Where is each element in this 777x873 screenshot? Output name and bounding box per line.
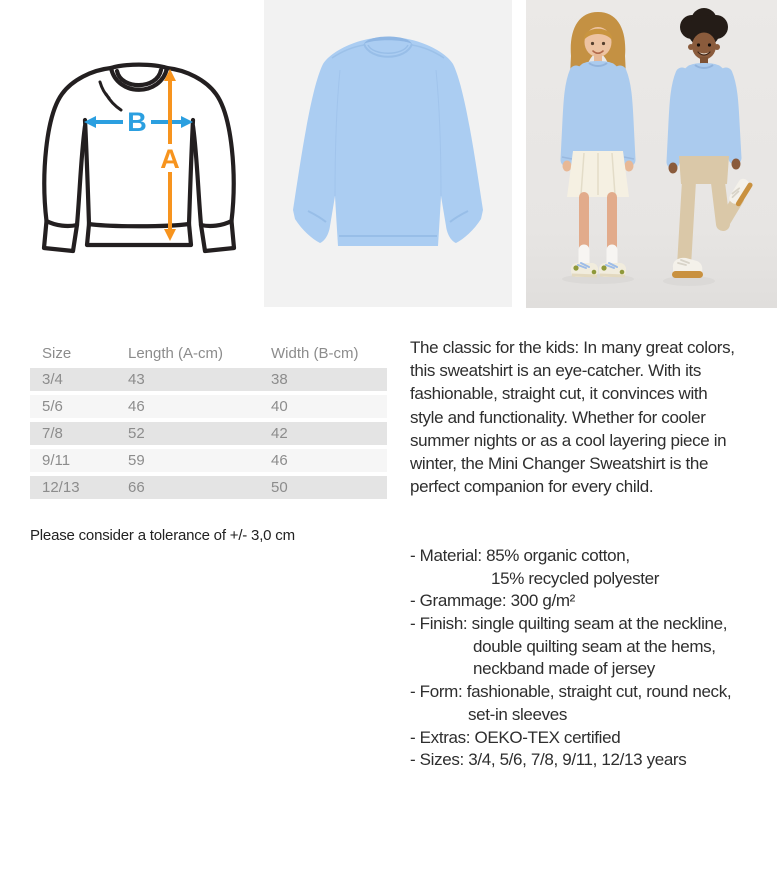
detail-line: - Material: 85% organic cotton, xyxy=(410,546,630,565)
detail-line: neckband made of jersey xyxy=(473,659,655,679)
table-row xyxy=(30,395,387,418)
cell-length: 52 xyxy=(128,425,145,442)
product-photo-figure xyxy=(264,0,512,307)
cell-length: 43 xyxy=(128,371,145,388)
description-line: The classic for the kids: In many great colors, xyxy=(410,338,735,357)
size-diagram-figure xyxy=(0,0,260,310)
cell-width: 42 xyxy=(271,425,288,442)
cell-length: 59 xyxy=(128,452,145,469)
tolerance-note: Please consider a tolerance of +/- 3,0 cm xyxy=(30,527,295,544)
cell-length: 66 xyxy=(128,479,145,496)
detail-line: - Grammage: 300 g/m² xyxy=(410,591,575,611)
table-row xyxy=(30,476,387,499)
description-line: fashionable, straight cut, it convinces with xyxy=(410,384,708,404)
detail-line: - Extras: OEKO-TEX certified xyxy=(410,727,621,747)
product-sweatshirt-illustration xyxy=(264,0,512,307)
kids-photo-figure xyxy=(526,0,777,308)
cell-length: 46 xyxy=(128,398,145,415)
table-row xyxy=(30,368,387,391)
header-width: Width (B-cm) xyxy=(271,344,359,362)
product-description xyxy=(410,336,735,498)
table-row xyxy=(30,422,387,445)
detail-line: set-in sleeves xyxy=(468,704,568,724)
description-line: perfect companion for every child. xyxy=(410,477,654,497)
cell-size: 7/8 xyxy=(42,425,63,442)
size-table-header-row xyxy=(30,340,387,366)
detail-line: - Sizes: 3/4, 5/6, 7/8, 9/11, 12/13 years xyxy=(410,750,687,770)
description-line: style and functionality. Whether for cooler xyxy=(410,407,706,427)
size-diagram-svg xyxy=(0,0,260,310)
header-size: Size xyxy=(42,344,72,362)
width-label: B xyxy=(127,107,147,137)
detail-line: - Form: fashionable, straight cut, round neck, xyxy=(410,682,732,702)
cell-width: 46 xyxy=(271,452,288,469)
kids-illustration xyxy=(526,0,777,308)
length-label: A xyxy=(160,144,180,174)
cell-width: 40 xyxy=(271,398,288,415)
table-row xyxy=(30,449,387,472)
cell-width: 50 xyxy=(271,479,288,496)
description-line: this sweatshirt is an eye-catcher. With its xyxy=(410,361,702,381)
header-length: Length (A-cm) xyxy=(128,344,224,362)
product-details-list xyxy=(410,545,731,772)
size-table xyxy=(30,340,387,503)
cell-size: 5/6 xyxy=(42,398,63,415)
cell-size: 12/13 xyxy=(42,479,80,496)
cell-width: 38 xyxy=(271,371,288,388)
cell-size: 9/11 xyxy=(42,452,71,469)
description-line: summer nights or as a cool layering piece in xyxy=(410,430,727,450)
detail-line: double quilting seam at the hems, xyxy=(473,636,716,656)
description-line: winter, the Mini Changer Sweatshirt is the xyxy=(410,453,709,473)
detail-line: - Finish: single quilting seam at the neckline, xyxy=(410,614,728,634)
cell-size: 3/4 xyxy=(42,371,63,388)
sweatshirt-outline xyxy=(44,65,234,251)
product-sweatshirt-body xyxy=(293,37,483,246)
detail-line: 15% recycled polyester xyxy=(491,568,660,588)
